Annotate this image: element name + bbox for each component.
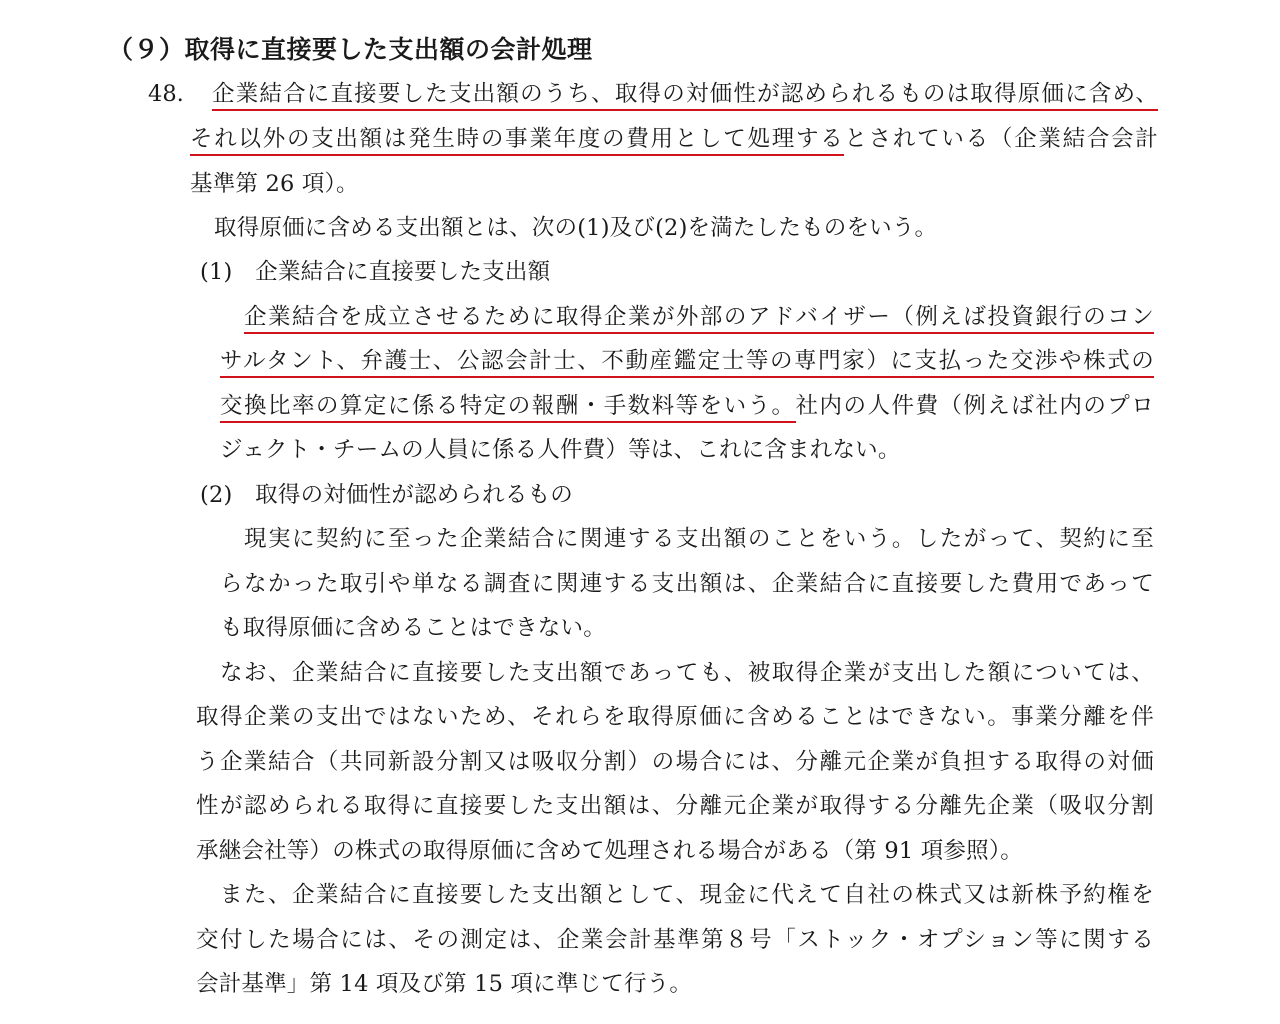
line-text: 性が認められる取得に直接要した支出額は、分離元企業が取得する分離先企業（吸収分割 xyxy=(196,793,1154,819)
line-text: 取得原価に含める支出額とは、次の(1)及び(2)を満たしたものをいう。 xyxy=(214,215,938,241)
text-line xyxy=(212,78,1158,110)
text-line xyxy=(220,568,1154,600)
line-text: なお、企業結合に直接要した支出額であっても、被取得企業が支出した額については、 xyxy=(220,660,1154,686)
line-text: 基準第 26 項）。 xyxy=(190,171,359,197)
item-title xyxy=(200,256,550,288)
line-text: とされている（企業結合会計 xyxy=(844,126,1158,152)
text-line xyxy=(244,523,1154,555)
section-heading: （９）取得に直接要した支出額の会計処理 xyxy=(108,35,593,64)
paragraph-number: 48. xyxy=(148,81,184,107)
line-text: 現実に契約に至った企業結合に関連する支出額のことをいう。したがって、契約に至 xyxy=(244,526,1154,552)
line-text: (2) 取得の対価性が認められるもの xyxy=(200,482,573,508)
line-text: ジェクト・チームの人員に係る人件費）等は、これに含まれない。 xyxy=(220,437,901,463)
line-text: う企業結合（共同新設分割又は吸収分割）の場合には、分離元企業が負担する取得の対価 xyxy=(196,749,1154,775)
text-line xyxy=(220,657,1154,689)
line-text: 社内の人件費（例えば社内のプロ xyxy=(795,393,1154,419)
underlined-text: 企業結合を成立させるために取得企業が外部のアドバイザー（例えば投資銀行のコン xyxy=(244,304,1154,334)
underlined-text: 企業結合に直接要した支出額のうち、取得の対価性が認められるものは取得原価に含め、 xyxy=(212,81,1158,111)
line-text: も取得原価に含めることはできない。 xyxy=(220,615,606,641)
line-text: らなかった取引や単なる調査に関連する支出額は、企業結合に直接要した費用であって xyxy=(220,571,1154,597)
text-line xyxy=(220,612,606,644)
text-line xyxy=(220,434,901,466)
text-line xyxy=(196,968,692,1000)
text-line xyxy=(196,924,1154,956)
text-line xyxy=(244,301,1154,333)
line-text: また、企業結合に直接要した支出額として、現金に代えて自社の株式又は新株予約権を xyxy=(220,882,1154,908)
text-line xyxy=(196,746,1154,778)
line-text: 会計基準」第 14 項及び第 15 項に準じて行う。 xyxy=(196,971,693,997)
line-text: 取得企業の支出ではないため、それらを取得原価に含めることはできない。事業分離を伴 xyxy=(196,704,1154,730)
text-line xyxy=(196,701,1154,733)
line-text: 交付した場合には、その測定は、企業会計基準第８号「ストック・オプション等に関する xyxy=(196,927,1154,953)
underlined-text: それ以外の支出額は発生時の事業年度の費用として処理する xyxy=(190,126,844,156)
text-line xyxy=(220,879,1154,911)
line-text: 承継会社等）の株式の取得原価に含めて処理される場合がある（第 91 項参照）。 xyxy=(196,838,1023,864)
text-line xyxy=(214,212,937,244)
underlined-text: 交換比率の算定に係る特定の報酬・手数料等をいう。 xyxy=(220,393,796,423)
item-title xyxy=(200,479,573,511)
text-line xyxy=(190,123,1158,155)
text-line xyxy=(220,390,1154,422)
line-text: (1) 企業結合に直接要した支出額 xyxy=(200,259,551,285)
text-line xyxy=(220,345,1154,377)
underlined-text: サルタント、弁護士、公認会計士、不動産鑑定士等の専門家）に支払った交渉や株式の xyxy=(220,348,1154,378)
text-line xyxy=(196,835,1023,867)
text-line xyxy=(190,168,359,200)
text-line xyxy=(196,790,1154,822)
